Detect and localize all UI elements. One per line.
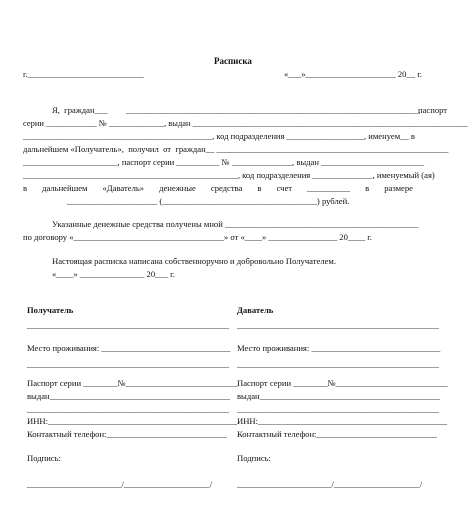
giver-issued: выдан__________________________________________: [237, 391, 441, 401]
recipient-issued: выдан__________________________________________: [27, 391, 231, 401]
recipient-signature-label: Подпись:: [27, 453, 61, 463]
giver-signature-line: ______________________/____________________/: [237, 479, 423, 489]
document-title: Расписка: [214, 56, 252, 66]
received-line-1: Указанные денежные средства получены мной _____________________________________________: [52, 219, 419, 229]
body-line-2: серии ____________ № _____________, выдан _________________________________________________________________: [23, 118, 468, 128]
giver-heading: Даватель: [237, 305, 274, 315]
body-line-3: ____________________________________________, код подразделения __________________, именуем__ в: [23, 131, 415, 141]
body-line-4: дальнейшем «Получатель», получил от граждан__ ______________________________________________________: [23, 144, 449, 154]
body-line-7: в дальнейшем «Даватель» денежные средства в счет __________ в размере: [23, 183, 413, 193]
recipient-blank-line-3: _______________________________________________: [27, 404, 229, 414]
recipient-signature-line: ______________________/____________________/: [27, 479, 213, 489]
recipient-phone: Контактный телефон:____________________________: [27, 429, 227, 439]
voluntary-line-1: Настоящая расписка написана собственноручно и добровольно Получателем.: [52, 256, 337, 266]
giver-blank-line-2: _______________________________________________: [237, 359, 439, 369]
city-line: г.___________________________: [23, 69, 144, 79]
voluntary-line-2: «____» _______________ 20___ г.: [52, 269, 175, 279]
giver-passport: Паспорт серии ________№__________________________: [237, 378, 448, 388]
received-line-2: по договору «___________________________________» от «____» ________________ 20____ г.: [23, 232, 372, 242]
giver-residence: Место проживания: ______________________________: [237, 343, 441, 353]
body-line-5: ______________________, паспорт серии __________ № ______________, выдан ________________________: [23, 157, 425, 167]
body-line-1-left: Я, граждан___: [52, 105, 108, 115]
giver-blank-line-3: _______________________________________________: [237, 404, 439, 414]
giver-signature-label: Подпись:: [237, 453, 271, 463]
recipient-passport: Паспорт серии ________№__________________________: [27, 378, 238, 388]
date-line: «___»_____________________ 20__ г.: [284, 69, 422, 79]
recipient-blank-line-2: _______________________________________________: [27, 359, 229, 369]
recipient-heading: Получатель: [27, 305, 74, 315]
recipient-residence: Место проживания: ______________________________: [27, 343, 231, 353]
giver-inn: ИНН:____________________________________________: [237, 416, 448, 426]
recipient-blank-line: _______________________________________________: [27, 320, 229, 330]
body-line-8: _____________________ (____________________________________) рублей.: [67, 196, 350, 206]
body-line-1-fill: ____________________________________________________________________,: [126, 105, 421, 115]
body-line-1-right: паспорт: [418, 105, 448, 115]
body-line-6: __________________________________________________, код подразделения ______________, именуемый (ая): [23, 170, 435, 180]
giver-phone: Контактный телефон:____________________________: [237, 429, 437, 439]
giver-blank-line: _______________________________________________: [237, 320, 439, 330]
recipient-inn: ИНН:____________________________________________: [27, 416, 238, 426]
